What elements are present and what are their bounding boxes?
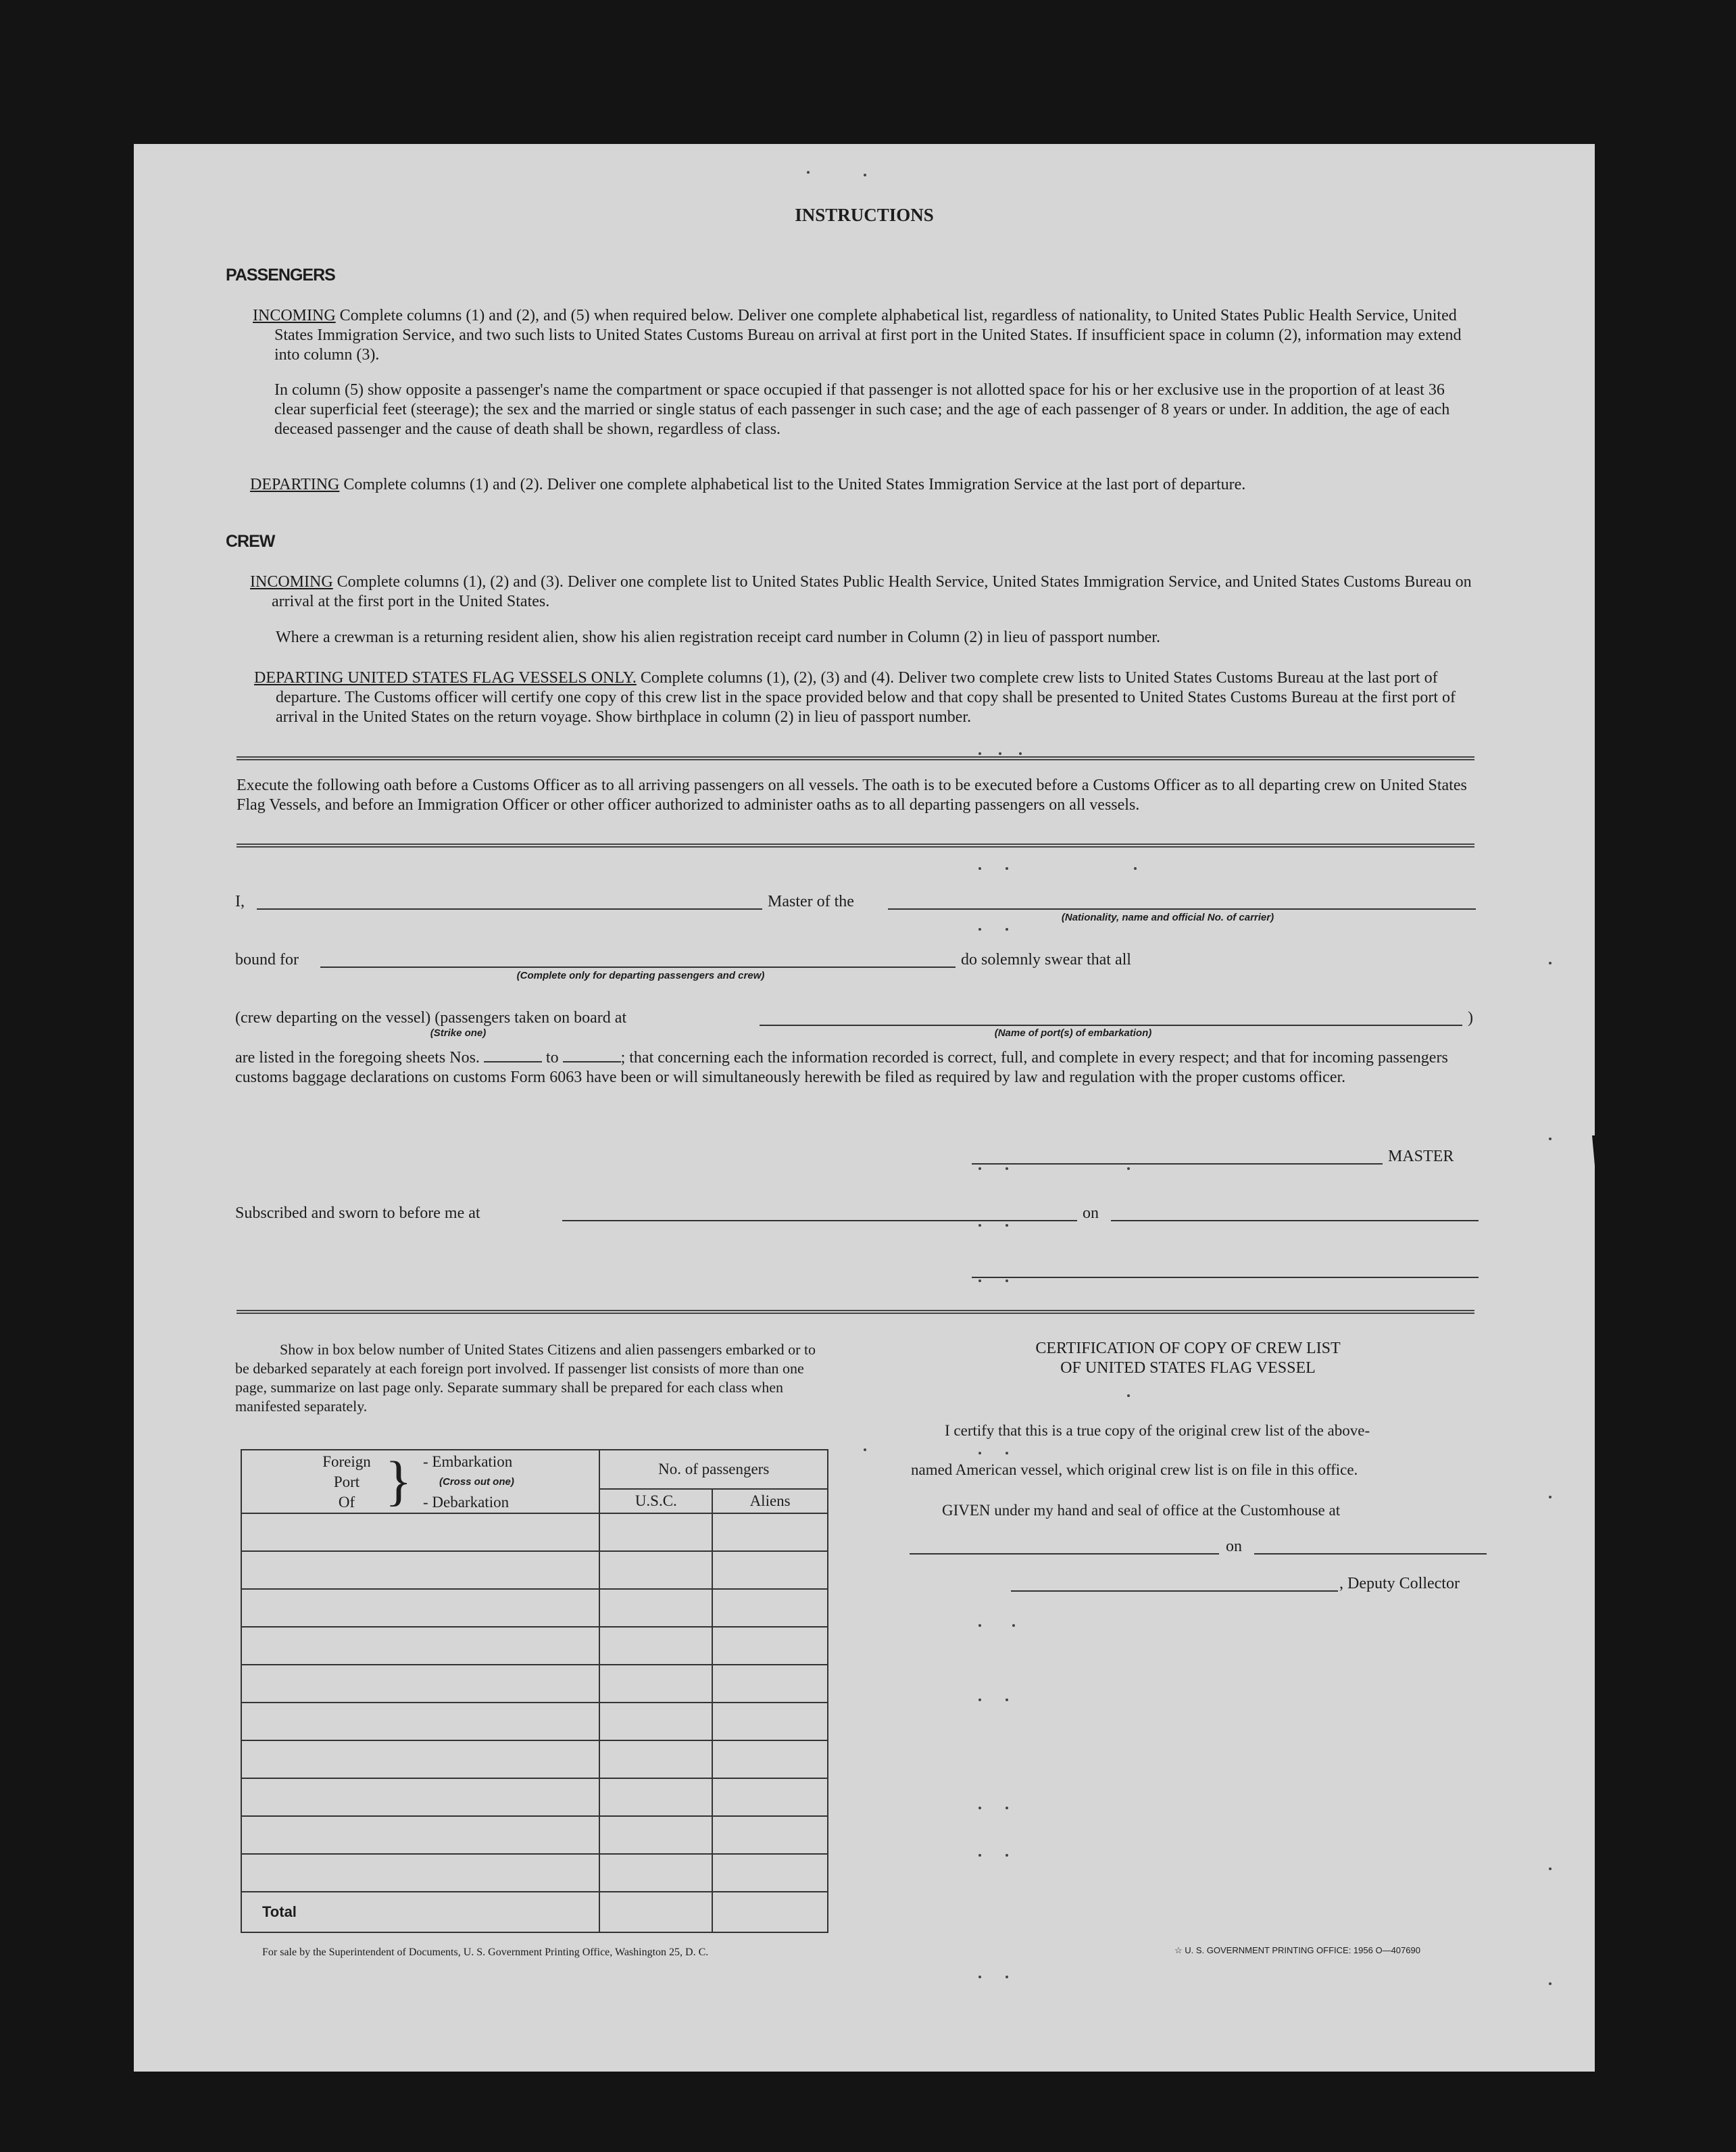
of-label: Of [338, 1494, 355, 1511]
carrier-caption: (Nationality, name and official No. of carrier) [1061, 912, 1274, 923]
aliens-cell[interactable] [712, 1703, 828, 1740]
usc-cell[interactable] [599, 1854, 712, 1892]
port-cell[interactable] [241, 1778, 599, 1816]
master-name-field[interactable] [257, 908, 762, 910]
certification-date-field[interactable] [1254, 1553, 1487, 1555]
subscribed-label: Subscribed and sworn to before me at [235, 1204, 480, 1222]
port-cell[interactable] [241, 1551, 599, 1589]
footer-right: ☆ U. S. GOVERNMENT PRINTING OFFICE: 1956 O—407690 [1174, 1945, 1420, 1955]
listed-paragraph [235, 1048, 1472, 1087]
double-rule [237, 1310, 1474, 1314]
port-label: Port [333, 1473, 360, 1490]
usc-cell[interactable] [599, 1778, 712, 1816]
subscribed-date-field[interactable] [1111, 1220, 1479, 1221]
passengers-departing-label: DEPARTING [250, 476, 340, 493]
close-paren: ) [1468, 1009, 1473, 1027]
oath-i-label: I, [235, 893, 245, 910]
certification-on-label: on [1226, 1538, 1242, 1555]
deputy-signature-field[interactable] [1011, 1590, 1338, 1592]
aliens-header: Aliens [712, 1489, 828, 1513]
footer-left: For sale by the Superintendent of Documents, U. S. Government Printing Office, Washington 25, D. C. [262, 1947, 709, 1958]
aliens-total-cell[interactable] [712, 1892, 828, 1932]
certification-text-2: named American vessel, which original crew list is on file in this office. [911, 1461, 1358, 1478]
usc-cell[interactable] [599, 1703, 712, 1740]
crew-departing-text: Complete columns (1), (2), (3) and (4). Deliver two complete crew lists to United States Customs Bureau at the last port of departure. The Customs officer will certify one copy of this crew list in the space provided below and that copy shall be presented to United States Customs Bureau at the first port of arrival in the United States on the return voyage. Show birthplace in column (2) in lieu of passport number. [276, 669, 1456, 726]
officer-signature-field[interactable] [972, 1277, 1479, 1278]
passengers-heading: PASSENGERS [226, 266, 335, 285]
crew-incoming-label: INCOMING [250, 573, 333, 591]
usc-cell[interactable] [599, 1665, 712, 1703]
subscribed-on-label: on [1083, 1204, 1099, 1222]
passengers-incoming-label: INCOMING [253, 307, 336, 324]
port-cell[interactable] [241, 1816, 599, 1854]
embarkation-label: - Embarkation [423, 1453, 513, 1470]
listed-text-2: ; that concerning each the information recorded is correct, full, and complete in every respect; and that for incoming passengers customs baggage declarations on customs Form 6063 have been or will simultaneously herewith be filed as required by law and regulation with the proper customs officer. [235, 1049, 1448, 1086]
listed-to: to [545, 1049, 559, 1067]
sheet-from-field[interactable] [484, 1049, 542, 1062]
usc-cell[interactable] [599, 1740, 712, 1778]
master-signature-field[interactable] [972, 1163, 1383, 1165]
sheet-to-field[interactable] [563, 1049, 621, 1062]
aliens-cell[interactable] [712, 1740, 828, 1778]
usc-cell[interactable] [599, 1627, 712, 1665]
passengers-incoming-paragraph [253, 306, 1477, 365]
port-cell[interactable] [241, 1854, 599, 1892]
crew-alien-paragraph: Where a crewman is a returning resident alien, show his alien registration receipt card number in Column (2) in lieu of passport number. [276, 629, 1160, 646]
carrier-field[interactable] [888, 908, 1476, 910]
passengers-departing-paragraph [250, 475, 1474, 495]
crew-departing-label: DEPARTING UNITED STATES FLAG VESSELS ONLY. [254, 669, 637, 687]
port-cell[interactable] [241, 1513, 599, 1551]
customhouse-field[interactable] [910, 1553, 1219, 1555]
aliens-cell[interactable] [712, 1778, 828, 1816]
aliens-cell[interactable] [712, 1627, 828, 1665]
master-label: MASTER [1388, 1148, 1454, 1165]
master-of-label: Master of the [768, 893, 854, 910]
crew-incoming-paragraph [250, 572, 1474, 612]
port-caption: (Name of port(s) of embarkation) [994, 1027, 1152, 1039]
crew-heading: CREW [226, 532, 275, 551]
aliens-cell[interactable] [712, 1513, 828, 1551]
aliens-cell[interactable] [712, 1589, 828, 1627]
no-passengers-header: No. of passengers [599, 1450, 828, 1489]
brace-glyph: } [385, 1450, 412, 1511]
certification-text-1: I certify that this is a true copy of the original crew list of the above- [945, 1422, 1370, 1439]
passengers-column5-paragraph: In column (5) show opposite a passenger's name the compartment or space occupied if that passenger is not allotted space for his or her exclusive use in the proportion of at least 36 clear superficial feet (steerage); the sex and the married or single status of each passenger in such case; and the age of each passenger of 8 years or under. In addition, the age of each deceased passenger and the cause of death shall be shown, regardless of class. [274, 381, 1450, 438]
port-cell[interactable] [241, 1627, 599, 1665]
port-cell[interactable] [241, 1665, 599, 1703]
summary-instructions: Show in box below number of United States Citizens and alien passengers embarked or to be debarked separately at each foreign port involved. If passenger list consists of more than one page, summarize on last page only. Separate summary shall be prepared for each class when manifested separately. [235, 1341, 816, 1415]
form-sheet [134, 144, 1595, 2072]
cross-out-caption: (Cross out one) [439, 1476, 514, 1488]
given-text: GIVEN under my hand and seal of office at the Customhouse at [942, 1502, 1341, 1519]
usc-total-cell[interactable] [599, 1892, 712, 1932]
double-rule [237, 843, 1474, 848]
passengers-departing-text: Complete columns (1) and (2). Deliver one complete alphabetical list to the United States Immigration Service at the last port of departure. [343, 476, 1246, 493]
oath-intro: Execute the following oath before a Customs Officer as to all arriving passengers on all vessels. The oath is to be executed before a Customs Officer as to all departing crew on United States Flag Vessels, and before an Immigration Officer or other officer authorized to administer oaths as to all departing passengers on all vessels. [237, 777, 1467, 814]
page-title: INSTRUCTIONS [795, 205, 934, 225]
double-rule [237, 756, 1474, 760]
foreign-label: Foreign [322, 1453, 371, 1470]
usc-header: U.S.C. [599, 1489, 712, 1513]
certification-title-1: CERTIFICATION OF COPY OF CREW LIST [1035, 1340, 1341, 1357]
aliens-cell[interactable] [712, 1551, 828, 1589]
deputy-collector-label: , Deputy Collector [1339, 1575, 1460, 1592]
usc-cell[interactable] [599, 1589, 712, 1627]
total-label: Total [241, 1892, 599, 1932]
crew-departing-label: (crew departing on the vessel) (passengers taken on board at [235, 1009, 627, 1027]
debarkation-label: - Debarkation [423, 1494, 510, 1511]
port-cell[interactable] [241, 1740, 599, 1778]
bound-for-field[interactable] [320, 967, 956, 968]
strike-caption: (Strike one) [430, 1027, 487, 1039]
usc-cell[interactable] [599, 1816, 712, 1854]
usc-cell[interactable] [599, 1513, 712, 1551]
aliens-cell[interactable] [712, 1665, 828, 1703]
port-cell[interactable] [241, 1703, 599, 1740]
passenger-summary-table [241, 1449, 828, 1933]
embarkation-port-field[interactable] [760, 1025, 1462, 1026]
subscribed-place-field[interactable] [562, 1220, 1077, 1221]
bound-for-label: bound for [235, 951, 299, 969]
foreign-port-header [241, 1450, 599, 1513]
certification-title-2: OF UNITED STATES FLAG VESSEL [1060, 1359, 1316, 1377]
passengers-incoming-text: Complete columns (1) and (2), and (5) when required below. Deliver one complete alphabetical list, regardless of nationality, to United States Public Health Service, United States Immigration Service, and two such lists to United States Customs Bureau on arrival at first port in the United States. If insufficient space in column (2), information may extend into column (3). [274, 307, 1462, 364]
listed-text-1: are listed in the foregoing sheets Nos. [235, 1049, 480, 1067]
aliens-cell[interactable] [712, 1854, 828, 1892]
aliens-cell[interactable] [712, 1816, 828, 1854]
crew-incoming-text: Complete columns (1), (2) and (3). Deliver one complete list to United States Public Health Service, United States Immigration Service, and United States Customs Bureau on arrival at the first port in the United States. [272, 573, 1472, 610]
port-cell[interactable] [241, 1589, 599, 1627]
crew-departing-paragraph [254, 668, 1472, 727]
complete-caption: (Complete only for departing passengers and crew) [516, 970, 765, 981]
swear-label: do solemnly swear that all [961, 951, 1131, 969]
usc-cell[interactable] [599, 1551, 712, 1589]
